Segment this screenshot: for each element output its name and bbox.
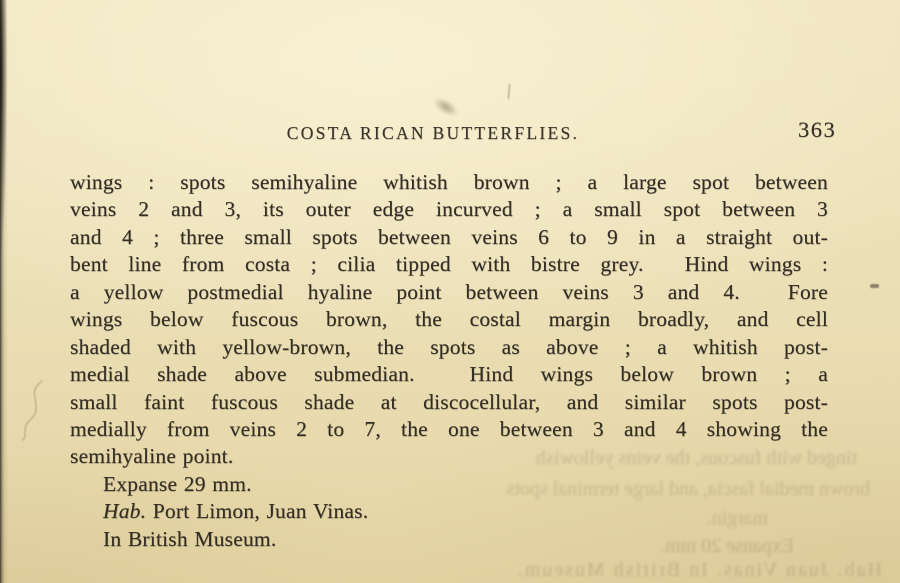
body-text-line: Expanse 29 mm.	[103, 471, 252, 496]
bleedthrough-line: Hab. Juan Vinas. In British Museum.	[515, 559, 882, 581]
habitat-label-italic: Hab.	[103, 499, 147, 524]
bleedthrough-line: tinged with fuscous, the veins yellowish	[535, 447, 857, 469]
body-text-line: shaded with yellow-brown, the spots as above ; a whitish post-	[70, 334, 828, 359]
body-text-line: wings : spots semihyaline whitish brown ; a large spot between	[70, 170, 828, 194]
body-text-line: wings below fuscous brown, the costal margin broadly, and cell	[70, 307, 828, 332]
margin-dash-mark	[870, 284, 879, 288]
body-text-line: veins 2 and 3, its outer edge incurved ; a small spot between 3	[70, 197, 828, 222]
running-header	[70, 123, 828, 144]
body-text-line: Hab. Port Limon, Juan Vinas.	[103, 499, 369, 524]
page-gutter-shadow	[0, 0, 14, 583]
body-text-line: medial shade above submedian. Hind wings below brown ; a	[70, 362, 828, 387]
scratch-mark	[507, 84, 510, 99]
body-text-block	[70, 169, 828, 553]
pencil-squiggle-mark	[16, 378, 50, 442]
body-text-line: bent line from costa ; cilia tipped with bistre grey. Hind wings :	[70, 252, 828, 277]
page-number: 363	[798, 117, 837, 142]
body-text-line: In British Museum.	[103, 526, 277, 551]
bleedthrough-line: margin.	[706, 507, 768, 529]
body-text-line: and 4 ; three small spots between veins 6 to 9 in a straight out-	[70, 224, 828, 249]
body-text-line: a yellow postmedial hyaline point between veins 3 and 4. Fore	[70, 279, 828, 304]
body-text-line: small faint fuscous shade at discocellular, and similar spots post-	[70, 389, 828, 414]
body-text-line: medially from veins 2 to 7, the one between 3 and 4 showing the	[70, 416, 828, 441]
running-header-title: COSTA RICAN BUTTERFLIES.	[286, 123, 580, 143]
body-text-line: semihyaline point.	[70, 444, 234, 469]
bleedthrough-line: Expanse 20 mm.	[660, 535, 794, 557]
bleedthrough-line: brown medial fascia, and large terminal spots	[506, 478, 870, 500]
ink-smudge-stain	[430, 94, 461, 121]
